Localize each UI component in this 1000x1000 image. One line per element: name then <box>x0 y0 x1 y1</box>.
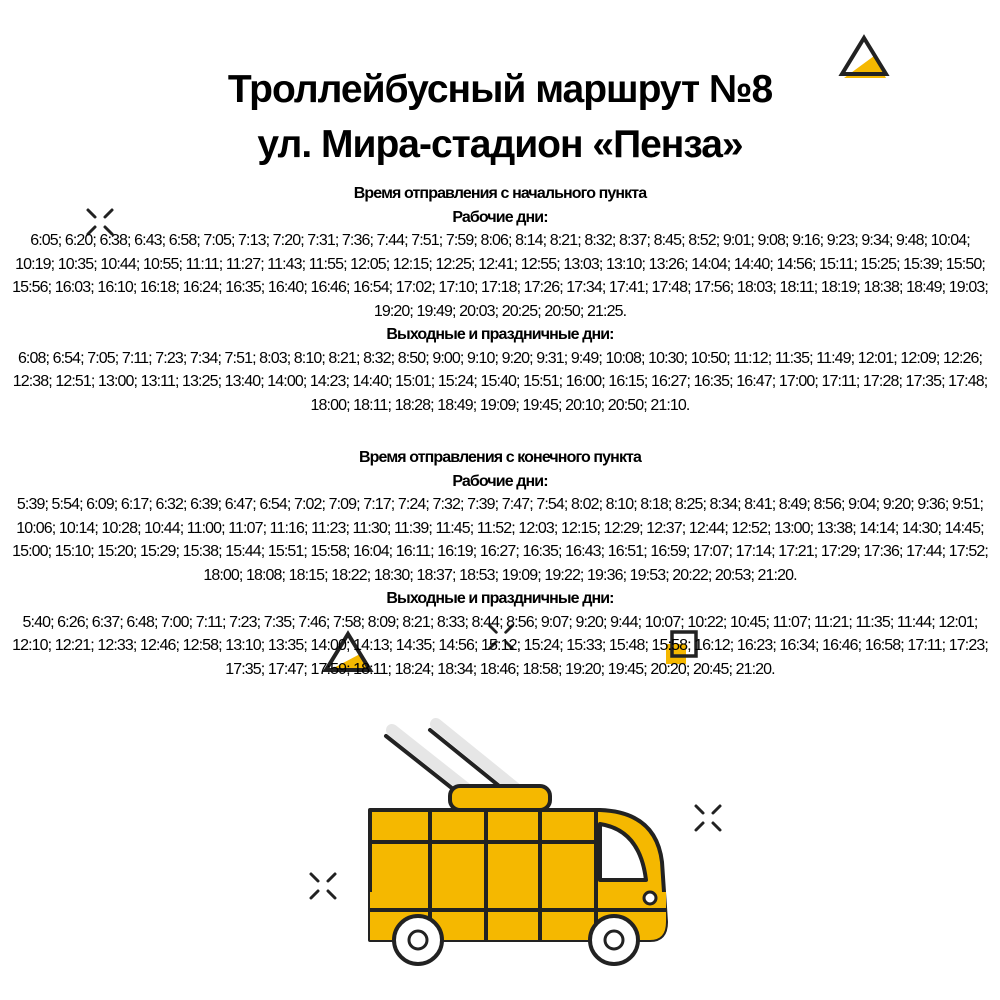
trolleybus-icon <box>300 712 700 1000</box>
page-title <box>0 62 1000 172</box>
weekdays-times: 6:05; 6:20; 6:38; 6:43; 6:58; 7:05; 7:13; 7:20; 7:31; 7:36; 7:44; 7:51; 7:59; 8:06; 8:14; 8:21; 8:32; 8:37; 8:45; 8:52; 9:01; 9:08; 9:16; 9:23; 9:34; 9:48; 10:04; 10:19; 10:35; 10:44; 10:55; 11:11; 11:27; 11:43; 11:55; 12:05; 12:15; 12:25; 12:41; 12:55; 13:03; 13:10; 13:26; 14:04; 14:40; 14:56; 15:11; 15:25; 15:39; 15:50; 15:56; 16:03; 16:10; 16:18; 16:24; 16:35; 16:40; 16:46; 16:54; 17:02; 17:10; 17:18; 17:26; 17:34; 17:41; 17:48; 17:56; 18:03; 18:11; 18:19; 18:38; 18:49; 19:03; 19:20; 19:49; 20:03; 20:25; 20:50; 21:25. <box>12 232 988 320</box>
weekends-times: 6:08; 6:54; 7:05; 7:11; 7:23; 7:34; 7:51; 8:03; 8:10; 8:21; 8:32; 8:50; 9:00; 9:10; 9:20; 9:31; 9:49; 10:08; 10:30; 10:50; 11:12; 11:35; 11:49; 12:01; 12:09; 12:26; 12:38; 12:51; 13:00; 13:11; 13:25; 13:40; 14:00; 14:23; 14:40; 15:01; 15:24; 15:40; 15:51; 16:00; 16:15; 16:27; 16:35; 16:47; 17:00; 17:11; 17:28; 17:35; 17:48; 18:00; 18:11; 18:28; 18:49; 19:09; 19:45; 20:10; 20:50; 21:10. <box>12 349 988 414</box>
weekdays-times: 5:39; 5:54; 6:09; 6:17; 6:32; 6:39; 6:47; 6:54; 7:02; 7:09; 7:17; 7:24; 7:32; 7:39; 7:47; 7:54; 8:02; 8:10; 8:18; 8:25; 8:34; 8:41; 8:49; 8:56; 9:04; 9:20; 9:36; 9:51; 10:06; 10:14; 10:28; 10:44; 11:00; 11:07; 11:16; 11:23; 11:30; 11:39; 11:45; 11:52; 12:03; 12:15; 12:29; 12:37; 12:44; 12:52; 13:00; 13:38; 14:14; 14:30; 14:45; 15:00; 15:10; 15:20; 15:29; 15:38; 15:44; 15:51; 15:58; 16:04; 16:11; 16:19; 16:27; 16:35; 16:43; 16:51; 16:59; 17:07; 17:14; 17:21; 17:29; 17:36; 17:44; 17:52; 18:00; 18:08; 18:15; 18:22; 18:30; 18:37; 18:53; 19:09; 19:22; 19:36; 19:53; 20:22; 20:53; 21:20. <box>12 496 988 584</box>
weekdays-label: Рабочие дни: <box>452 472 548 490</box>
section-heading: Время отправления с конечного пункта <box>359 449 641 466</box>
title-route: Троллейбусный маршрут №8 <box>227 68 773 111</box>
schedule-section-start <box>0 182 1000 417</box>
weekdays-label: Рабочие дни: <box>452 208 548 226</box>
schedule-section-end <box>0 446 1000 681</box>
section-heading: Время отправления с начального пункта <box>353 185 647 202</box>
title-direction: ул. Мира-стадион «Пенза» <box>257 123 743 166</box>
weekends-label: Выходные и праздничные дни: <box>386 590 614 607</box>
weekends-label: Выходные и праздничные дни: <box>386 326 614 343</box>
weekends-times: 5:40; 6:26; 6:37; 6:48; 7:00; 7:11; 7:23; 7:35; 7:46; 7:58; 8:09; 8:21; 8:33; 8:44; 8:56; 9:07; 9:20; 9:44; 10:07; 10:22; 10:45; 11:07; 11:21; 11:35; 11:44; 12:01; 12:10; 12:21; 12:33; 12:46; 12:58; 13:10; 13:35; 14:00; 14:13; 14:35; 14:56; 15:12; 15:24; 15:33; 15:48; 15:58; 16:12; 16:23; 16:34; 16:46; 16:58; 17:11; 17:23; 17:35; 17:47; 17:59; 18:11; 18:24; 18:34; 18:46; 18:58; 19:20; 19:45; 20:20; 20:45; 21:20. <box>12 613 988 678</box>
